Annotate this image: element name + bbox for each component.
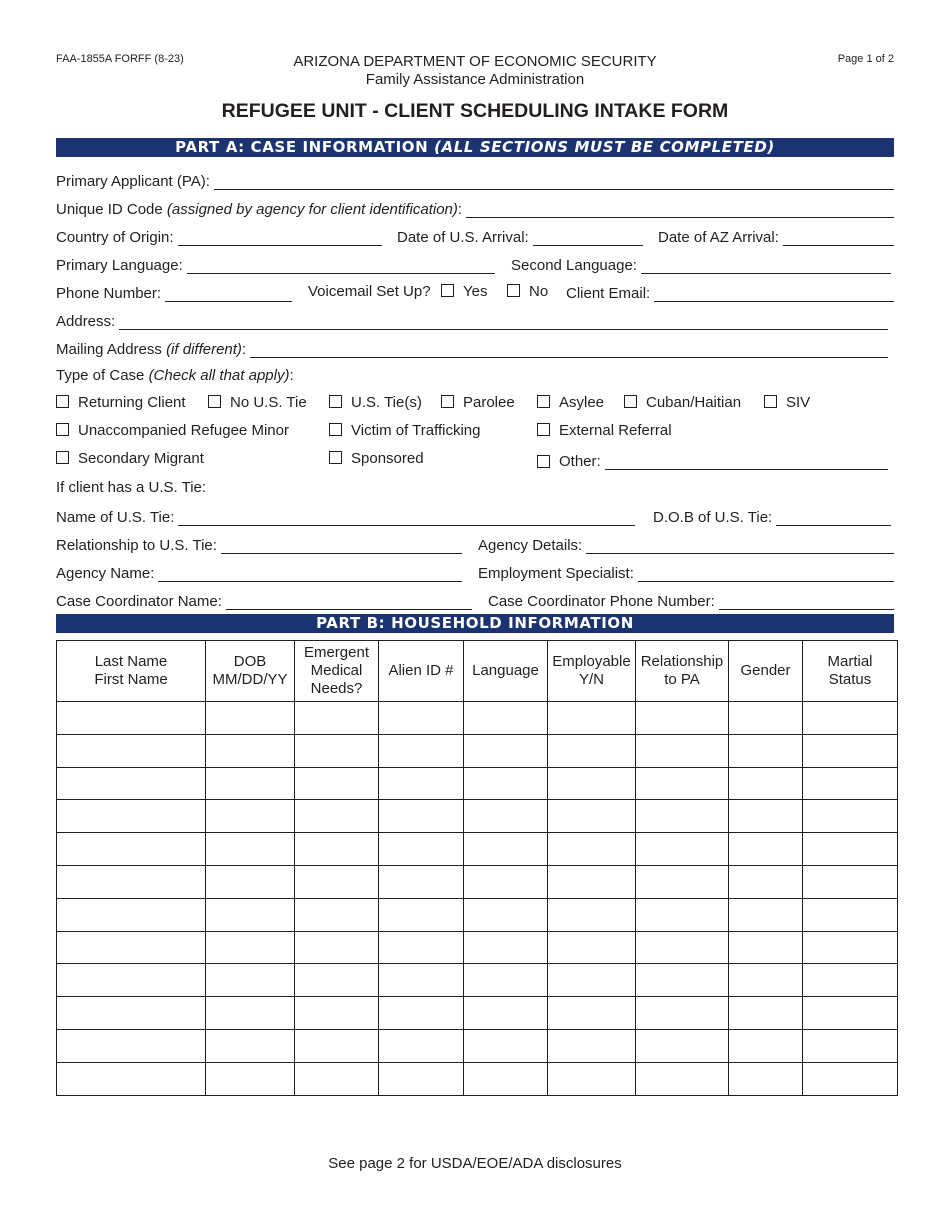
other-label: Other: bbox=[559, 453, 601, 470]
table-cell[interactable] bbox=[295, 931, 379, 964]
table-row bbox=[57, 800, 898, 833]
table-cell[interactable] bbox=[57, 1062, 206, 1095]
table-cell[interactable] bbox=[206, 865, 295, 898]
household-table-body bbox=[57, 702, 898, 1096]
table-row bbox=[57, 833, 898, 866]
agency-name-label: Agency Name: bbox=[56, 565, 155, 582]
table-cell[interactable] bbox=[636, 964, 729, 997]
table-row bbox=[57, 931, 898, 964]
table-cell[interactable] bbox=[636, 833, 729, 866]
part-a-heading-text: PART A: CASE INFORMATION bbox=[175, 138, 435, 156]
part-a-heading-note: (ALL SECTIONS MUST BE COMPLETED) bbox=[434, 138, 775, 156]
table-cell[interactable] bbox=[803, 931, 898, 964]
table-row bbox=[57, 1062, 898, 1095]
table-cell[interactable] bbox=[729, 833, 803, 866]
table-cell[interactable] bbox=[548, 767, 636, 800]
col-marital-status: Martial Status bbox=[803, 641, 898, 702]
second-language-field[interactable] bbox=[511, 254, 891, 274]
table-cell[interactable] bbox=[57, 865, 206, 898]
table-cell[interactable] bbox=[57, 931, 206, 964]
asylee-checkbox[interactable] bbox=[537, 395, 550, 408]
table-cell[interactable] bbox=[295, 1062, 379, 1095]
siv-checkbox[interactable] bbox=[764, 395, 777, 408]
table-cell[interactable] bbox=[803, 1062, 898, 1095]
us-ties-checkbox[interactable] bbox=[329, 395, 342, 408]
table-cell[interactable] bbox=[295, 833, 379, 866]
table-cell[interactable] bbox=[729, 800, 803, 833]
table-cell[interactable] bbox=[548, 898, 636, 931]
table-cell[interactable] bbox=[57, 964, 206, 997]
case-type-returning-client[interactable] bbox=[56, 394, 186, 411]
primary-language-field[interactable] bbox=[56, 254, 495, 274]
az-arrival-label: Date of AZ Arrival: bbox=[658, 229, 779, 246]
cuban-haitian-label: Cuban/Haitian bbox=[646, 394, 742, 411]
table-cell[interactable] bbox=[729, 865, 803, 898]
table-cell[interactable] bbox=[636, 997, 729, 1030]
case-type-asylee[interactable] bbox=[537, 394, 604, 411]
client-email-line[interactable] bbox=[654, 287, 894, 302]
table-cell[interactable] bbox=[803, 767, 898, 800]
trafficking-checkbox[interactable] bbox=[329, 423, 342, 436]
type-suffix: : bbox=[289, 367, 294, 384]
table-cell[interactable] bbox=[206, 898, 295, 931]
table-cell[interactable] bbox=[548, 931, 636, 964]
col-medical-needs: Emergent Medical Needs? bbox=[295, 641, 379, 702]
case-coordinator-phone-line[interactable] bbox=[719, 595, 894, 610]
table-cell[interactable] bbox=[379, 997, 464, 1030]
table-row bbox=[57, 702, 898, 735]
table-cell[interactable] bbox=[295, 702, 379, 735]
trafficking-label: Victim of Trafficking bbox=[351, 422, 481, 439]
row-type-of-case bbox=[56, 366, 894, 388]
table-cell[interactable] bbox=[464, 800, 548, 833]
table-cell[interactable] bbox=[636, 931, 729, 964]
table-cell[interactable] bbox=[295, 767, 379, 800]
case-type-cuban-haitian[interactable] bbox=[624, 394, 741, 411]
table-cell[interactable] bbox=[379, 1062, 464, 1095]
row-case-types-3 bbox=[56, 450, 894, 472]
country-origin-line[interactable] bbox=[178, 231, 382, 246]
table-cell[interactable] bbox=[206, 1029, 295, 1062]
address-label: Address: bbox=[56, 313, 116, 330]
table-cell[interactable] bbox=[57, 734, 206, 767]
table-cell[interactable] bbox=[295, 865, 379, 898]
table-row bbox=[57, 997, 898, 1030]
mailing-address-label bbox=[56, 341, 246, 358]
unaccompanied-label: Unaccompanied Refugee Minor bbox=[78, 422, 289, 439]
table-cell[interactable] bbox=[206, 964, 295, 997]
table-cell[interactable] bbox=[379, 898, 464, 931]
col-language: Language bbox=[464, 641, 548, 702]
table-cell[interactable] bbox=[57, 898, 206, 931]
dob-us-tie-field[interactable] bbox=[653, 506, 891, 526]
primary-language-label: Primary Language: bbox=[56, 257, 183, 274]
table-cell[interactable] bbox=[379, 833, 464, 866]
form-title: REFUGEE UNIT - CLIENT SCHEDULING INTAKE FORM bbox=[221, 100, 729, 122]
type-label-text: Type of Case bbox=[56, 367, 149, 384]
no-us-tie-checkbox[interactable] bbox=[208, 395, 221, 408]
household-table bbox=[56, 640, 898, 1096]
table-cell[interactable] bbox=[636, 800, 729, 833]
address-line[interactable] bbox=[119, 315, 888, 330]
table-cell[interactable] bbox=[636, 1062, 729, 1095]
case-type-external-referral[interactable] bbox=[537, 422, 672, 439]
table-cell[interactable] bbox=[636, 1029, 729, 1062]
external-referral-checkbox[interactable] bbox=[537, 423, 550, 436]
employment-specialist-label: Employment Specialist: bbox=[478, 565, 634, 582]
col-gender: Gender bbox=[729, 641, 803, 702]
row-case-types-1 bbox=[56, 394, 894, 416]
col-relationship: Relationship to PA bbox=[636, 641, 729, 702]
client-email-field[interactable] bbox=[566, 282, 894, 302]
table-cell[interactable] bbox=[803, 800, 898, 833]
case-type-us-ties[interactable] bbox=[329, 394, 422, 411]
name-us-tie-label: Name of U.S. Tie: bbox=[56, 509, 175, 526]
table-cell[interactable] bbox=[379, 800, 464, 833]
table-cell[interactable] bbox=[803, 1029, 898, 1062]
table-cell[interactable] bbox=[57, 997, 206, 1030]
returning-client-label: Returning Client bbox=[78, 394, 186, 411]
case-type-trafficking[interactable] bbox=[329, 422, 481, 439]
voicemail-yes-label: Yes bbox=[463, 283, 488, 300]
us-ties-label: U.S. Tie(s) bbox=[351, 394, 422, 411]
client-email-label: Client Email: bbox=[566, 285, 651, 302]
us-arrival-field[interactable] bbox=[397, 226, 643, 246]
mailing-label-text: Mailing Address bbox=[56, 341, 167, 358]
agency-header bbox=[0, 53, 950, 89]
division-name: Family Assistance Administration bbox=[365, 71, 585, 88]
no-us-tie-label: No U.S. Tie bbox=[230, 394, 307, 411]
az-arrival-line[interactable] bbox=[783, 231, 894, 246]
table-cell[interactable] bbox=[729, 767, 803, 800]
table-cell[interactable] bbox=[295, 964, 379, 997]
table-cell[interactable] bbox=[57, 702, 206, 735]
primary-applicant-label: Primary Applicant (PA): bbox=[56, 173, 210, 190]
other-checkbox[interactable] bbox=[537, 455, 550, 468]
employment-specialist-line[interactable] bbox=[638, 567, 894, 582]
voicemail-yes-option[interactable] bbox=[441, 283, 487, 300]
household-header-row bbox=[57, 641, 898, 702]
table-cell[interactable] bbox=[295, 1029, 379, 1062]
table-cell[interactable] bbox=[464, 767, 548, 800]
mailing-address-field[interactable] bbox=[56, 338, 888, 358]
table-cell[interactable] bbox=[548, 833, 636, 866]
secondary-migrant-checkbox[interactable] bbox=[56, 451, 69, 464]
row-contact bbox=[56, 282, 894, 304]
case-type-other[interactable] bbox=[537, 450, 888, 470]
table-cell[interactable] bbox=[548, 964, 636, 997]
table-row bbox=[57, 1029, 898, 1062]
table-cell[interactable] bbox=[464, 964, 548, 997]
col-name: Last Name First Name bbox=[57, 641, 206, 702]
table-cell[interactable] bbox=[803, 865, 898, 898]
table-row bbox=[57, 865, 898, 898]
col-employable: Employable Y/N bbox=[548, 641, 636, 702]
case-coordinator-phone-field[interactable] bbox=[488, 590, 894, 610]
table-cell[interactable] bbox=[636, 702, 729, 735]
voicemail-yes-checkbox[interactable] bbox=[441, 284, 454, 297]
row-agency bbox=[56, 562, 894, 584]
external-referral-label: External Referral bbox=[559, 422, 672, 439]
row-case-types-2 bbox=[56, 422, 894, 444]
table-cell[interactable] bbox=[206, 800, 295, 833]
table-cell[interactable] bbox=[548, 997, 636, 1030]
relationship-us-tie-label: Relationship to U.S. Tie: bbox=[56, 537, 217, 554]
name-us-tie-field[interactable] bbox=[56, 506, 635, 526]
other-line[interactable] bbox=[605, 455, 888, 470]
phone-number-line[interactable] bbox=[165, 287, 292, 302]
agency-details-line[interactable] bbox=[586, 539, 894, 554]
case-coordinator-phone-label: Case Coordinator Phone Number: bbox=[488, 593, 715, 610]
table-cell[interactable] bbox=[729, 964, 803, 997]
mailing-address-line[interactable] bbox=[250, 343, 888, 358]
table-row bbox=[57, 767, 898, 800]
row-origin-dates bbox=[56, 226, 894, 248]
mailing-suffix: : bbox=[241, 341, 247, 358]
second-language-line[interactable] bbox=[641, 259, 891, 274]
col-alien-id: Alien ID # bbox=[379, 641, 464, 702]
table-cell[interactable] bbox=[464, 865, 548, 898]
table-cell[interactable] bbox=[636, 734, 729, 767]
case-type-unaccompanied[interactable] bbox=[56, 422, 289, 439]
table-cell[interactable] bbox=[729, 702, 803, 735]
table-cell[interactable] bbox=[295, 734, 379, 767]
table-cell[interactable] bbox=[548, 1062, 636, 1095]
row-mailing-address bbox=[56, 338, 894, 360]
table-row bbox=[57, 964, 898, 997]
table-row bbox=[57, 734, 898, 767]
table-cell[interactable] bbox=[206, 833, 295, 866]
table-cell[interactable] bbox=[295, 898, 379, 931]
us-arrival-line[interactable] bbox=[533, 231, 643, 246]
case-type-siv[interactable] bbox=[764, 394, 810, 411]
part-b-heading: PART B: HOUSEHOLD INFORMATION bbox=[56, 614, 894, 633]
table-cell[interactable] bbox=[548, 734, 636, 767]
page-number: Page 1 of 2 bbox=[837, 53, 894, 65]
sponsored-label: Sponsored bbox=[351, 450, 424, 467]
agency-name: ARIZONA DEPARTMENT OF ECONOMIC SECURITY bbox=[293, 53, 657, 70]
unique-id-label bbox=[56, 201, 462, 218]
sponsored-checkbox[interactable] bbox=[329, 451, 342, 464]
voicemail-label: Voicemail Set Up? bbox=[308, 283, 431, 300]
case-coordinator-name-field[interactable] bbox=[56, 590, 472, 610]
agency-details-field[interactable] bbox=[478, 534, 894, 554]
case-coordinator-name-line[interactable] bbox=[226, 595, 472, 610]
country-origin-field[interactable] bbox=[56, 226, 382, 246]
table-cell[interactable] bbox=[548, 865, 636, 898]
dob-us-tie-label: D.O.B of U.S. Tie: bbox=[653, 509, 773, 526]
row-case-coordinator bbox=[56, 590, 894, 612]
table-cell[interactable] bbox=[464, 1029, 548, 1062]
siv-label: SIV bbox=[786, 394, 811, 411]
table-cell[interactable] bbox=[57, 1029, 206, 1062]
asylee-label: Asylee bbox=[559, 394, 605, 411]
second-language-label: Second Language: bbox=[511, 257, 637, 274]
table-cell[interactable] bbox=[295, 997, 379, 1030]
agency-name-line[interactable] bbox=[158, 567, 462, 582]
table-cell[interactable] bbox=[729, 1029, 803, 1062]
relationship-us-tie-field[interactable] bbox=[56, 534, 462, 554]
dob-us-tie-line[interactable] bbox=[776, 511, 891, 526]
table-cell[interactable] bbox=[803, 964, 898, 997]
table-cell[interactable] bbox=[548, 800, 636, 833]
type-of-case-label bbox=[56, 367, 294, 384]
table-cell[interactable] bbox=[206, 767, 295, 800]
parolee-checkbox[interactable] bbox=[441, 395, 454, 408]
table-cell[interactable] bbox=[379, 702, 464, 735]
agency-name-field[interactable] bbox=[56, 562, 462, 582]
unaccompanied-checkbox[interactable] bbox=[56, 423, 69, 436]
table-cell[interactable] bbox=[636, 767, 729, 800]
table-cell[interactable] bbox=[295, 800, 379, 833]
primary-applicant-field[interactable] bbox=[56, 170, 894, 190]
secondary-migrant-label: Secondary Migrant bbox=[78, 450, 204, 467]
table-cell[interactable] bbox=[379, 734, 464, 767]
table-cell[interactable] bbox=[464, 702, 548, 735]
row-us-tie-name bbox=[56, 506, 894, 528]
employment-specialist-field[interactable] bbox=[478, 562, 894, 582]
table-cell[interactable] bbox=[379, 865, 464, 898]
unique-id-line[interactable] bbox=[466, 203, 894, 218]
row-languages bbox=[56, 254, 894, 276]
primary-applicant-line[interactable] bbox=[214, 175, 894, 190]
table-cell[interactable] bbox=[636, 898, 729, 931]
phone-number-field[interactable] bbox=[56, 282, 292, 302]
us-arrival-label: Date of U.S. Arrival: bbox=[397, 229, 529, 246]
table-cell[interactable] bbox=[803, 833, 898, 866]
phone-number-label: Phone Number: bbox=[56, 285, 162, 302]
row-relationship bbox=[56, 534, 894, 556]
table-cell[interactable] bbox=[803, 702, 898, 735]
table-cell[interactable] bbox=[464, 833, 548, 866]
table-cell[interactable] bbox=[464, 898, 548, 931]
table-cell[interactable] bbox=[729, 997, 803, 1030]
unique-id-field[interactable] bbox=[56, 198, 894, 218]
row-unique-id bbox=[56, 198, 894, 220]
row-us-tie-intro bbox=[56, 478, 894, 500]
table-cell[interactable] bbox=[548, 1029, 636, 1062]
returning-client-checkbox[interactable] bbox=[56, 395, 69, 408]
table-cell[interactable] bbox=[729, 734, 803, 767]
parolee-label: Parolee bbox=[463, 394, 515, 411]
case-type-sponsored[interactable] bbox=[329, 450, 424, 467]
case-type-parolee[interactable] bbox=[441, 394, 515, 411]
table-cell[interactable] bbox=[206, 931, 295, 964]
table-cell[interactable] bbox=[729, 931, 803, 964]
voicemail-no-label: No bbox=[529, 283, 549, 300]
country-origin-label: Country of Origin: bbox=[56, 229, 174, 246]
col-dob: DOB MM/DD/YY bbox=[206, 641, 295, 702]
mailing-note: (if different) bbox=[166, 341, 242, 358]
case-coordinator-name-label: Case Coordinator Name: bbox=[56, 593, 222, 610]
footer-note: See page 2 for USDA/EOE/ADA disclosures bbox=[328, 1155, 622, 1172]
table-cell[interactable] bbox=[729, 898, 803, 931]
table-cell[interactable] bbox=[379, 767, 464, 800]
table-cell[interactable] bbox=[379, 964, 464, 997]
table-cell[interactable] bbox=[206, 997, 295, 1030]
voicemail-no-checkbox[interactable] bbox=[507, 284, 520, 297]
case-type-no-us-tie[interactable] bbox=[208, 394, 307, 411]
table-row bbox=[57, 898, 898, 931]
row-address bbox=[56, 310, 894, 332]
table-cell[interactable] bbox=[206, 702, 295, 735]
case-type-secondary-migrant[interactable] bbox=[56, 450, 204, 467]
table-cell[interactable] bbox=[729, 1062, 803, 1095]
relationship-us-tie-line[interactable] bbox=[221, 539, 462, 554]
table-cell[interactable] bbox=[464, 931, 548, 964]
table-cell[interactable] bbox=[803, 734, 898, 767]
unique-id-suffix: : bbox=[457, 201, 463, 218]
unique-id-note: (assigned by agency for client identification) bbox=[166, 201, 458, 218]
table-cell[interactable] bbox=[206, 1062, 295, 1095]
table-cell[interactable] bbox=[464, 1062, 548, 1095]
table-cell[interactable] bbox=[803, 997, 898, 1030]
table-cell[interactable] bbox=[548, 702, 636, 735]
table-cell[interactable] bbox=[636, 865, 729, 898]
cuban-haitian-checkbox[interactable] bbox=[624, 395, 637, 408]
table-cell[interactable] bbox=[57, 767, 206, 800]
table-cell[interactable] bbox=[803, 898, 898, 931]
part-a-heading bbox=[56, 138, 894, 157]
table-cell[interactable] bbox=[379, 1029, 464, 1062]
table-cell[interactable] bbox=[464, 997, 548, 1030]
if-us-tie-label: If client has a U.S. Tie: bbox=[56, 479, 207, 496]
primary-language-line[interactable] bbox=[187, 259, 495, 274]
address-field[interactable] bbox=[56, 310, 888, 330]
name-us-tie-line[interactable] bbox=[178, 511, 635, 526]
table-cell[interactable] bbox=[57, 800, 206, 833]
type-note: (Check all that apply) bbox=[148, 367, 290, 384]
agency-details-label: Agency Details: bbox=[478, 537, 583, 554]
unique-id-label-text: Unique ID Code bbox=[56, 201, 167, 218]
voicemail-no-option[interactable] bbox=[507, 283, 548, 300]
table-cell[interactable] bbox=[57, 833, 206, 866]
table-cell[interactable] bbox=[464, 734, 548, 767]
row-primary-applicant bbox=[56, 170, 894, 192]
table-cell[interactable] bbox=[206, 734, 295, 767]
az-arrival-field[interactable] bbox=[658, 226, 894, 246]
form-number: FAA-1855A FORFF (8-23) bbox=[56, 53, 184, 65]
table-cell[interactable] bbox=[379, 931, 464, 964]
